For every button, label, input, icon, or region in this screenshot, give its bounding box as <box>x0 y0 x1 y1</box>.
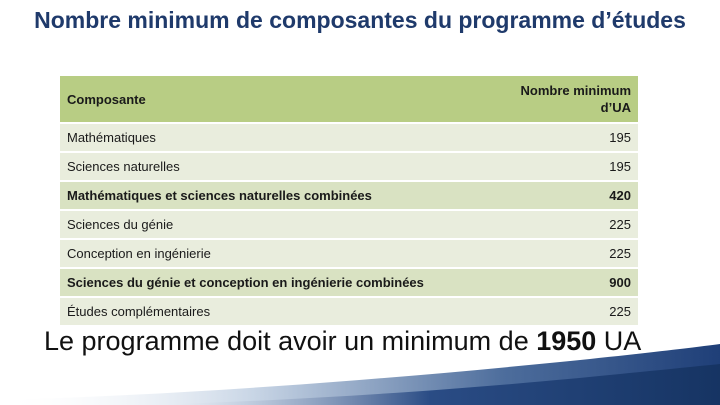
row-value: 225 <box>500 297 638 325</box>
table-row <box>60 239 638 268</box>
summary-suffix: UA <box>596 326 642 356</box>
table-row <box>60 123 638 152</box>
row-value: 420 <box>500 181 638 210</box>
table-row <box>60 297 638 325</box>
row-value: 900 <box>500 268 638 297</box>
row-label: Études complémentaires <box>60 297 500 325</box>
header-composante: Composante <box>60 76 500 123</box>
table-header-row <box>60 76 638 123</box>
table-row <box>60 152 638 181</box>
row-label: Conception en ingénierie <box>60 239 500 268</box>
decorative-wave-footer <box>0 340 720 405</box>
row-value: 195 <box>500 123 638 152</box>
row-value: 225 <box>500 210 638 239</box>
row-label: Sciences du génie <box>60 210 500 239</box>
table-row <box>60 210 638 239</box>
table-row <box>60 181 638 210</box>
row-value: 225 <box>500 239 638 268</box>
table-row <box>60 268 638 297</box>
row-label: Sciences du génie et conception en ingénierie combinées <box>60 268 500 297</box>
row-label: Mathématiques et sciences naturelles combinées <box>60 181 500 210</box>
row-label: Sciences naturelles <box>60 152 500 181</box>
header-nombre-minimum: Nombre minimum d’UA <box>500 76 638 123</box>
row-label: Mathématiques <box>60 123 500 152</box>
slide-title: Nombre minimum de composantes du programme d’études <box>34 7 686 33</box>
summary-total-value: 1950 <box>536 326 597 356</box>
requirements-table <box>60 76 638 325</box>
row-value: 195 <box>500 152 638 181</box>
summary-prefix: Le programme doit avoir un minimum de <box>44 326 537 356</box>
